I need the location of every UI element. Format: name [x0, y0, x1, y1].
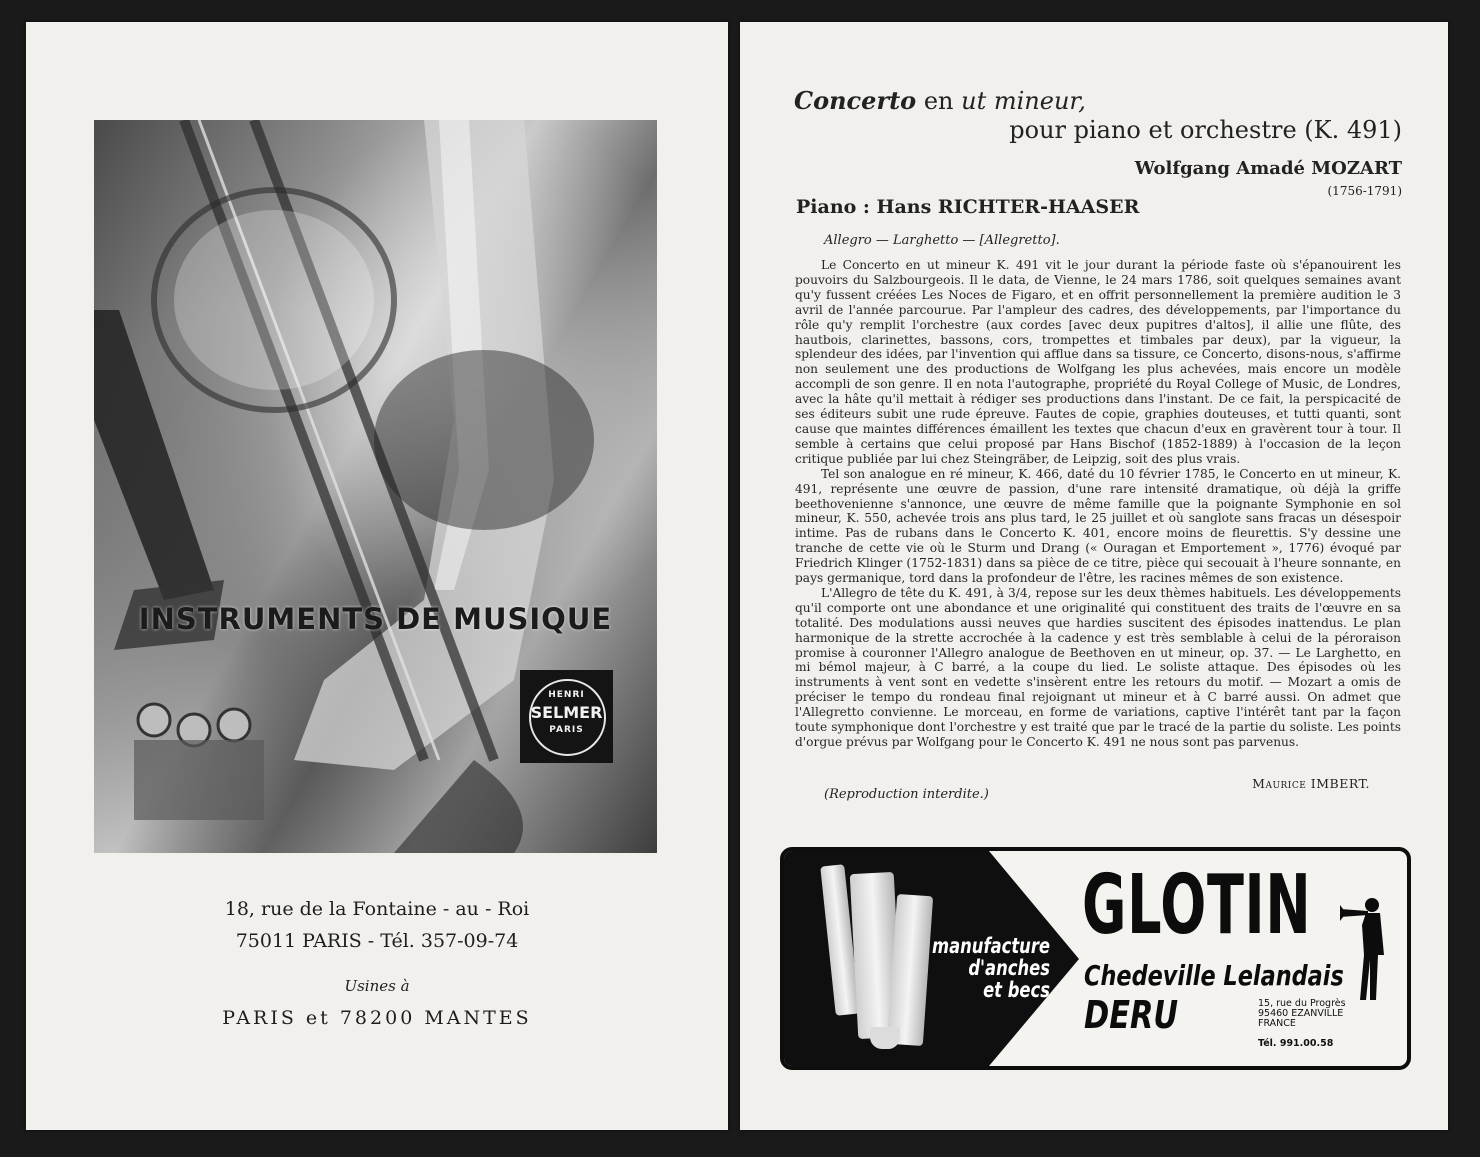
- work-title: [794, 86, 1086, 115]
- tagline-line-2: d'anches: [968, 956, 1051, 980]
- paragraph-3: L'Allegro de tête du K. 491, à 3/4, repose sur les deux thèmes habituels. Les développements qu'il comporte ont une abondance et une originalité qui constituent des traits de l'œuvre en sa totalité. Des modulations aussi neuves que hardies suscitent des épisodes inattendus. Le plan harmonique de la strette accrochée à la cadence y est très semblable à celui de la péroraison promise à couronner l'Allegro analogue de Beethoven en ut mineur, op. 37. — Le Larghetto, en mi bémol majeur, à C barré, a la coupe du lied. Le soliste attaque. Des épisodes où les instruments à vent sont en vedette s'insèrent entre les retours du motif. — Mozart a omis de préciser le tempo du rondeau final rejoignant ut mineur et à C barré aussi. On admet que l'Allegretto convienne. Le morceau, en forme de variations, captive l'intérêt tant par la façon toute symphonique dont l'orchestre y est traité que par le tracé de la partie du soliste. Les points d'orgue prévus par Wolfgang pour le Concerto K. 491 ne nous sont pas parvenus.: [795, 585, 1401, 749]
- ad-headline: INSTRUMENTS DE MUSIQUE: [138, 602, 613, 636]
- selmer-logo: [520, 670, 613, 763]
- movements-list: Allegro — Larghetto — [Allegretto].: [824, 233, 1060, 248]
- glotin-tagline: [932, 935, 1050, 1001]
- left-page: [26, 22, 728, 1130]
- program-notes: [795, 258, 1401, 750]
- work-title-key: ut mineur,: [961, 87, 1086, 115]
- glotin-address-line-1: 15, rue du Progrès: [1258, 998, 1346, 1009]
- paragraph-1: Le Concerto en ut mineur K. 491 vit le jour durant la période faste où s'épanouirent les pouvoirs du Salzbourgeois. Il le data, de Vienne, le 24 mars 1786, soit quelques semaines avant qu'y fussent créées Les Noces de Figaro, et en offrit personnellement la première audition le 3 avril de l'année parcourue. Par l'ampleur des cadres, des développements, par l'importance du rôle qu'y remplit l'orchestre (aux cordes [avec deux pupitres d'altos], il allie une flûte, des hautbois, clarinettes, bassons, cors, trompettes et timbales par deux), par la vigueur, la splendeur des idées, par l'invention qui afflue dans sa tissure, ce Concerto, disons-nous, s'affirme non seulement une des productions de Wolfgang les plus achevées, mais encore un modèle accompli de son genre. Il en nota l'autographe, propriété du Royal College of Music, de Londres, avec la hâte qu'il mettait à rédiger ses productions dans l'instant. De ce fait, la perspicacité de ses éditeurs subit une rude épreuve. Fautes de copie, graphies douteuses, et tutti quanti, sont cause que maintes différences émaillent les textes que chacun d'eux en gravèrent tour à tour. Il semble à certains que celui proposé par Hans Bischof (1852-1889) à l'occasion de la leçon critique publiée par lui chez Steingräber, de Leipzig, soit des plus vrais.: [795, 258, 1401, 466]
- glotin-phone: Tél. 991.00.58: [1258, 1038, 1334, 1049]
- glotin-address: [1258, 999, 1346, 1029]
- logo-text-paris: PARIS: [549, 725, 584, 735]
- trumpeter-icon: [1340, 895, 1390, 1005]
- logo-text-henri: HENRI: [548, 690, 585, 700]
- glotin-ad: [780, 847, 1411, 1070]
- logo-text-selmer: SELMER: [530, 703, 603, 722]
- tagline-line-1: manufacture: [932, 934, 1051, 958]
- work-title-concerto: Concerto: [794, 86, 917, 115]
- paragraph-2: Tel son analogue en ré mineur, K. 466, daté du 10 février 1785, le Concerto en ut mineur, K. 491, représente une œuvre de passion, d'une rare intensité dramatique, où déjà la griffe beethovenienne s'annonce, une œuvre de même famille que la poignante Symphonie en sol mineur, K. 550, achevée trois ans plus tard, le 25 juillet et où sanglote sans fracas un désespoir intime. Pas de rubans dans le Concerto K. 401, encore moins de fleurettis. S'y dessine une tranche de cette vie où le Sturm und Drang (« Ouragan et Emportement », 1776) évoqué par Friedrich Klinger (1752-1831) dans sa pièce de ce titre, pièce qui secouait à l'heure sonnante, en pays germanique, tord dans la profondeur de l'être, les racines mêmes de son existence.: [795, 466, 1401, 586]
- address-city-phone: 75011 PARIS - Tél. 357-09-74: [235, 930, 519, 952]
- reproduction-note: (Reproduction interdite.): [824, 787, 989, 802]
- factories-locations: PARIS et 78200 MANTES: [222, 1007, 532, 1029]
- soloist: Piano : Hans RICHTER-HAASER: [796, 196, 1140, 218]
- author-signature: Maurice IMBERT.: [1252, 776, 1370, 791]
- selmer-ad-photo: [94, 120, 657, 853]
- glotin-address-line-3: FRANCE: [1258, 1018, 1296, 1029]
- work-title-en: en: [923, 87, 954, 115]
- composer-name: Wolfgang Amadé MOZART: [1134, 158, 1402, 179]
- glotin-brand-line2: Chedeville Lelandais: [1084, 959, 1344, 992]
- mouthpiece-image: [870, 1027, 900, 1049]
- tagline-line-3: et becs: [983, 978, 1051, 1002]
- factories-label: Usines à: [344, 977, 410, 995]
- right-page: [740, 22, 1448, 1130]
- address-street: 18, rue de la Fontaine - au - Roi: [224, 898, 530, 920]
- glotin-brand: GLOTIN: [1082, 858, 1312, 953]
- glotin-address-line-2: 95460 EZANVILLE: [1258, 1008, 1344, 1019]
- work-subtitle: pour piano et orchestre (K. 491): [1009, 116, 1402, 144]
- composer-dates: (1756-1791): [1327, 184, 1402, 198]
- glotin-brand-line3: DERU: [1084, 993, 1179, 1037]
